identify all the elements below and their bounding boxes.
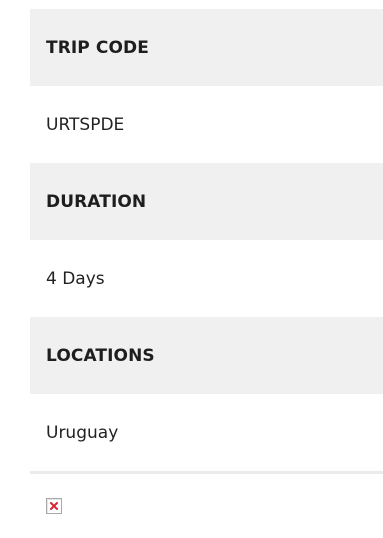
locations-value-row <box>30 394 383 471</box>
trip-code-label: TRIP CODE <box>46 37 149 58</box>
image-row <box>30 474 383 538</box>
trip-code-value: URTSPDE <box>46 114 125 135</box>
locations-value: Uruguay <box>46 422 119 443</box>
broken-image-icon <box>46 498 62 514</box>
trip-code-heading-row <box>30 9 383 86</box>
duration-value: 4 Days <box>46 268 105 289</box>
duration-label: DURATION <box>46 191 147 212</box>
locations-heading-row <box>30 317 383 394</box>
trip-code-value-row <box>30 86 383 163</box>
trip-details-panel <box>30 9 383 538</box>
locations-label: LOCATIONS <box>46 345 155 366</box>
duration-heading-row <box>30 163 383 240</box>
duration-value-row <box>30 240 383 317</box>
close-x-glyph <box>49 501 59 511</box>
